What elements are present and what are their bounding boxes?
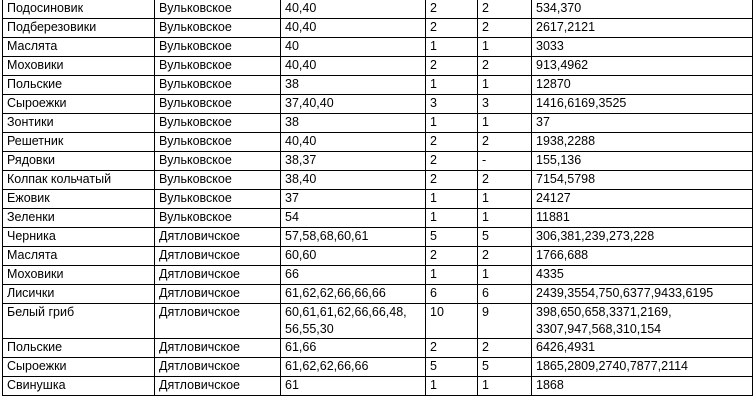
locality-cell: Вульковское xyxy=(155,133,281,152)
count-a-cell: 2 xyxy=(426,247,478,266)
species-cell: Белый гриб xyxy=(3,304,155,339)
species-cell: Моховики xyxy=(3,57,155,76)
table-row xyxy=(3,76,753,95)
quarters-cell: 38,37 xyxy=(281,152,426,171)
count-b-cell: 2 xyxy=(478,57,532,76)
table-row xyxy=(3,358,753,377)
count-b-cell: 3 xyxy=(478,95,532,114)
locality-cell: Дятловичское xyxy=(155,358,281,377)
values-cell: 7154,5798 xyxy=(532,171,753,190)
count-a-cell: 2 xyxy=(426,0,478,19)
table-row xyxy=(3,38,753,57)
table-row xyxy=(3,114,753,133)
table-row xyxy=(3,190,753,209)
values-cell: 1865,2809,2740,7877,2114 xyxy=(532,358,753,377)
quarters-cell: 61,62,62,66,66,66 xyxy=(281,285,426,304)
count-b-cell: 1 xyxy=(478,209,532,228)
quarters-cell: 40,40 xyxy=(281,57,426,76)
quarters-cell: 37 xyxy=(281,190,426,209)
table-row xyxy=(3,19,753,38)
count-a-cell: 5 xyxy=(426,358,478,377)
values-cell: 913,4962 xyxy=(532,57,753,76)
locality-cell: Вульковское xyxy=(155,76,281,95)
table-row xyxy=(3,377,753,396)
count-a-cell: 1 xyxy=(426,377,478,396)
table-row xyxy=(3,228,753,247)
values-cell: 1938,2288 xyxy=(532,133,753,152)
count-b-cell: 1 xyxy=(478,38,532,57)
species-cell: Решетник xyxy=(3,133,155,152)
count-a-cell: 2 xyxy=(426,133,478,152)
table-row xyxy=(3,247,753,266)
count-a-cell: 10 xyxy=(426,304,478,339)
locality-cell: Вульковское xyxy=(155,171,281,190)
species-cell: Черника xyxy=(3,228,155,247)
table-row xyxy=(3,152,753,171)
count-b-cell: - xyxy=(478,152,532,171)
count-a-cell: 3 xyxy=(426,95,478,114)
table-body xyxy=(3,0,753,396)
species-cell: Сыроежки xyxy=(3,358,155,377)
count-b-cell: 5 xyxy=(478,228,532,247)
table-row xyxy=(3,95,753,114)
count-a-cell: 2 xyxy=(426,339,478,358)
species-cell: Маслята xyxy=(3,247,155,266)
count-b-cell: 2 xyxy=(478,247,532,266)
count-a-cell: 1 xyxy=(426,190,478,209)
locality-cell: Дятловичское xyxy=(155,228,281,247)
locality-cell: Дятловичское xyxy=(155,339,281,358)
values-cell: 1868 xyxy=(532,377,753,396)
table-row xyxy=(3,133,753,152)
table-row xyxy=(3,266,753,285)
quarters-cell: 61,62,62,66,66 xyxy=(281,358,426,377)
locality-cell: Вульковское xyxy=(155,209,281,228)
count-a-cell: 1 xyxy=(426,266,478,285)
species-cell: Зонтики xyxy=(3,114,155,133)
count-b-cell: 2 xyxy=(478,171,532,190)
table-row xyxy=(3,339,753,358)
species-cell: Колпак кольчатый xyxy=(3,171,155,190)
values-cell: 6426,4931 xyxy=(532,339,753,358)
values-cell: 534,370 xyxy=(532,0,753,19)
count-b-cell: 1 xyxy=(478,76,532,95)
count-b-cell: 2 xyxy=(478,19,532,38)
species-cell: Польские xyxy=(3,339,155,358)
table-row xyxy=(3,171,753,190)
quarters-cell: 38,40 xyxy=(281,171,426,190)
values-cell: 37 xyxy=(532,114,753,133)
count-b-cell: 6 xyxy=(478,285,532,304)
values-cell: 4335 xyxy=(532,266,753,285)
locality-cell: Дятловичское xyxy=(155,285,281,304)
species-cell: Ежовик xyxy=(3,190,155,209)
count-a-cell: 6 xyxy=(426,285,478,304)
count-b-cell: 5 xyxy=(478,358,532,377)
count-b-cell: 1 xyxy=(478,266,532,285)
values-cell: 306,381,239,273,228 xyxy=(532,228,753,247)
quarters-cell: 57,58,68,60,61 xyxy=(281,228,426,247)
species-cell: Подосиновик xyxy=(3,0,155,19)
quarters-cell: 66 xyxy=(281,266,426,285)
species-cell: Рядовки xyxy=(3,152,155,171)
quarters-cell: 61,66 xyxy=(281,339,426,358)
data-table-container xyxy=(2,0,753,396)
values-cell: 2617,2121 xyxy=(532,19,753,38)
quarters-cell: 38 xyxy=(281,114,426,133)
count-a-cell: 1 xyxy=(426,38,478,57)
species-cell: Подберезовики xyxy=(3,19,155,38)
count-a-cell: 2 xyxy=(426,19,478,38)
quarters-cell: 40,40 xyxy=(281,19,426,38)
locality-cell: Вульковское xyxy=(155,0,281,19)
locality-cell: Вульковское xyxy=(155,19,281,38)
quarters-cell: 60,61,61,62,66,66,48, 56,55,30 xyxy=(281,304,426,339)
count-b-cell: 1 xyxy=(478,377,532,396)
count-b-cell: 2 xyxy=(478,339,532,358)
count-b-cell: 2 xyxy=(478,0,532,19)
count-a-cell: 5 xyxy=(426,228,478,247)
count-a-cell: 2 xyxy=(426,57,478,76)
quarters-cell: 37,40,40 xyxy=(281,95,426,114)
locality-cell: Вульковское xyxy=(155,38,281,57)
values-cell: 2439,3554,750,6377,9433,6195 xyxy=(532,285,753,304)
count-b-cell: 1 xyxy=(478,190,532,209)
species-cell: Зеленки xyxy=(3,209,155,228)
table-row xyxy=(3,57,753,76)
quarters-cell: 60,60 xyxy=(281,247,426,266)
count-a-cell: 1 xyxy=(426,114,478,133)
quarters-cell: 38 xyxy=(281,76,426,95)
values-cell: 155,136 xyxy=(532,152,753,171)
values-cell: 24127 xyxy=(532,190,753,209)
table-row xyxy=(3,209,753,228)
quarters-cell: 40 xyxy=(281,38,426,57)
count-a-cell: 2 xyxy=(426,171,478,190)
species-cell: Моховики xyxy=(3,266,155,285)
count-a-cell: 2 xyxy=(426,152,478,171)
values-cell: 1416,6169,3525 xyxy=(532,95,753,114)
locality-cell: Вульковское xyxy=(155,57,281,76)
quarters-cell: 40,40 xyxy=(281,133,426,152)
species-cell: Маслята xyxy=(3,38,155,57)
quarters-cell: 40,40 xyxy=(281,0,426,19)
locality-cell: Дятловичское xyxy=(155,247,281,266)
locality-cell: Вульковское xyxy=(155,95,281,114)
quarters-cell: 54 xyxy=(281,209,426,228)
locality-cell: Вульковское xyxy=(155,114,281,133)
values-cell: 398,650,658,3371,2169, 3307,947,568,310,154 xyxy=(532,304,753,339)
quarters-cell: 61 xyxy=(281,377,426,396)
values-cell: 1766,688 xyxy=(532,247,753,266)
species-cell: Свинушка xyxy=(3,377,155,396)
table-row xyxy=(3,0,753,19)
locality-cell: Дятловичское xyxy=(155,377,281,396)
locality-cell: Дятловичское xyxy=(155,266,281,285)
table-row xyxy=(3,285,753,304)
values-cell: 12870 xyxy=(532,76,753,95)
mushroom-data-table xyxy=(2,0,753,396)
count-b-cell: 9 xyxy=(478,304,532,339)
locality-cell: Вульковское xyxy=(155,152,281,171)
species-cell: Польские xyxy=(3,76,155,95)
species-cell: Лисички xyxy=(3,285,155,304)
table-row xyxy=(3,304,753,339)
count-b-cell: 2 xyxy=(478,133,532,152)
species-cell: Сыроежки xyxy=(3,95,155,114)
count-a-cell: 1 xyxy=(426,209,478,228)
values-cell: 11881 xyxy=(532,209,753,228)
locality-cell: Вульковское xyxy=(155,190,281,209)
values-cell: 3033 xyxy=(532,38,753,57)
count-b-cell: 1 xyxy=(478,114,532,133)
locality-cell: Дятловичское xyxy=(155,304,281,339)
count-a-cell: 1 xyxy=(426,76,478,95)
